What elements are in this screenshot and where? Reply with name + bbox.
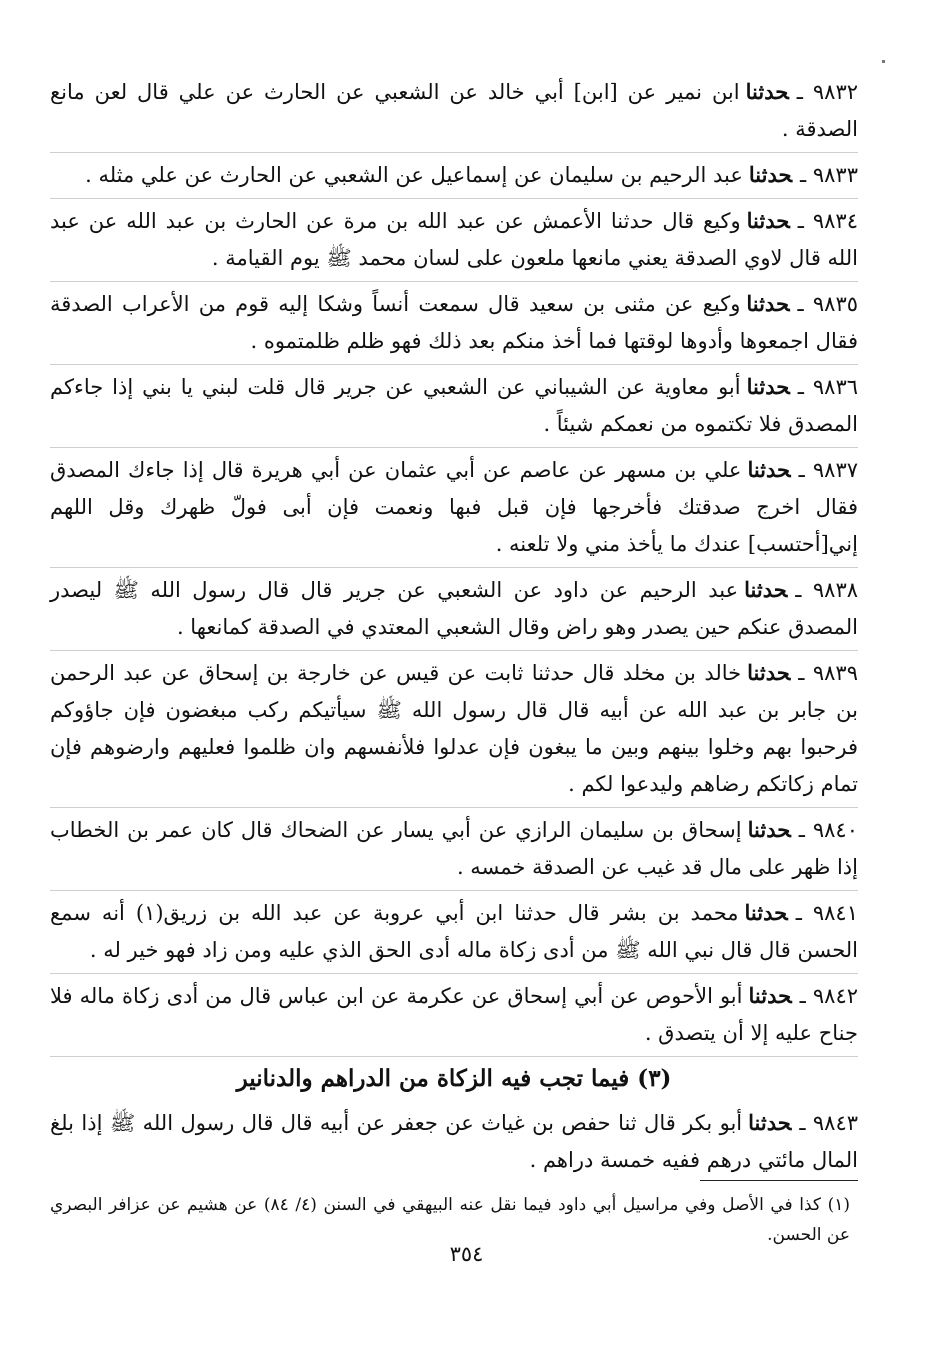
section-title: (٣) فيما تجب فيه الزكاة من الدراهم والدنانير <box>236 1065 672 1092</box>
hadith-9838 <box>50 568 858 651</box>
hadith-number: ٩٨٤٣ ـ <box>799 1111 859 1135</box>
hadith-lead: حدثنا <box>748 1110 792 1135</box>
hadith-lead: حدثنا <box>744 900 788 925</box>
hadith-lead: حدثنا <box>744 577 788 602</box>
hadith-number: ٩٨٣٢ ـ <box>796 80 859 104</box>
hadith-text: وكيع عن مثنى بن سعيد قال سمعت أنساً وشكا إليه قوم من الأعراب الصدقة فقال اجمعوها وأدوها لوقتها فما أخذ منكم بعد ذلك فهو ظلم ظلمتموه . <box>50 292 858 353</box>
hadith-number: ٩٨٤٢ ـ <box>799 984 859 1008</box>
hadith-number: ٩٨٣٩ ـ <box>798 661 858 685</box>
hadith-9837 <box>50 448 858 568</box>
hadith-text: إسحاق بن سليمان الرازي عن أبي يسار عن الضحاك قال كان عمر بن الخطاب إذا ظهر على مال قد غيب عن الصدقة خمسه . <box>50 818 858 879</box>
hadith-lead: حدثنا <box>745 79 789 104</box>
hadith-text: عبد الرحيم بن سليمان عن إسماعيل عن الشعبي عن الحارث عن علي مثله . <box>85 163 743 187</box>
hadith-lead: حدثنا <box>747 660 791 685</box>
hadith-number: ٩٨٣٥ ـ <box>797 292 859 316</box>
hadith-9840 <box>50 808 858 891</box>
hadith-9835 <box>50 282 858 365</box>
footnote-rule <box>700 1180 858 1181</box>
hadith-number: ٩٨٣٤ ـ <box>797 209 858 233</box>
hadith-lead: حدثنا <box>747 817 791 842</box>
footnote: (١) كذا في الأصل وفي مراسيل أبي داود فيما نقل عنه البيهقي في السنن (٤/ ٨٤) عن هشيم عن عزافر البصري عن الحسن. <box>50 1195 851 1245</box>
hadith-text: وكيع قال حدثنا الأعمش عن عبد الله بن مرة عن الحارث بن عبد الله عن عبد الله قال لاوي الصدقة يعني مانعها ملعون على لسان محمد ﷺ يوم القيامة . <box>50 209 858 270</box>
hadith-number: ٩٨٣٨ ـ <box>795 578 859 602</box>
hadith-9833 <box>50 153 858 199</box>
hadith-lead: حدثنا <box>746 208 790 233</box>
hadith-text: أبو بكر قال ثنا حفص بن غياث عن جعفر عن أبيه قال قال رسول الله ﷺ إذا بلغ المال مائتي درهم ففيه خمسة دراهم . <box>50 1111 858 1172</box>
hadith-text: عبد الرحيم عن داود عن الشعبي عن جرير قال قال رسول الله ﷺ ليصدر المصدق عنكم حين يصدر وهو راض وقال الشعبي المعتدي في الصدقة كمانعها . <box>50 578 858 639</box>
hadith-text: أبو معاوية عن الشيباني عن الشعبي عن جرير قال قلت لبني يا بني إذا جاءكم المصدق فلا تكتموه من نعمكم شيئاً . <box>50 375 858 436</box>
hadith-lead: حدثنا <box>746 374 790 399</box>
hadith-text: ابن نمير عن [ابن] أبي خالد عن الشعبي عن الحارث عن علي قال لعن مانع الصدقة . <box>50 80 858 141</box>
scan-mark <box>882 60 885 63</box>
hadith-9836 <box>50 365 858 448</box>
hadith-lead: حدثنا <box>747 457 791 482</box>
hadith-text: محمد بن بشر قال حدثنا ابن أبي عروبة عن عبد الله بن زريق(١) أنه سمع الحسن قال قال نبي الله ﷺ من أدى زكاة ماله أدى الحق الذي عليه ومن زاد فهو خير له . <box>50 901 858 962</box>
hadith-9834 <box>50 199 858 282</box>
hadith-lead: حدثنا <box>748 983 792 1008</box>
hadith-9839 <box>50 651 858 808</box>
hadith-text: علي بن مسهر عن عاصم عن أبي عثمان عن أبي هريرة قال إذا جاءك المصدق فقال اخرج صدقتك فأخرجها فإن قبل فبها ونعمت فإن أبى فولّ ظهرك وقل اللهم إني[أحتسب] عندك ما يأخذ مني ولا تلعنه . <box>50 458 858 556</box>
hadith-text: أبو الأحوص عن أبي إسحاق عن عكرمة عن ابن عباس قال من أدى زكاة ماله فلا جناح عليه إلا أن يتصدق . <box>50 984 858 1045</box>
hadith-lead: حدثنا <box>746 291 790 316</box>
hadith-number: ٩٨٤١ ـ <box>795 901 858 925</box>
hadith-number: ٩٨٤٠ ـ <box>798 818 858 842</box>
hadith-number: ٩٨٣٧ ـ <box>798 458 859 482</box>
hadith-number: ٩٨٣٦ ـ <box>797 375 859 399</box>
hadith-9843 <box>50 1101 858 1183</box>
hadith-lead: حدثنا <box>748 162 793 187</box>
hadith-text: خالد بن مخلد قال حدثنا ثابت عن قيس عن خارجة بن إسحاق عن عبد الرحمن بن جابر بن عبد الله عن أبيه قال قال رسول الله ﷺ سيأتيكم ركب مبغضون فإن جاؤوكم فرحبوا بهم وخلوا بينهم وبين ما يبغون فإن عدلوا فلأنفسهم وان ظلموا فعليهم وارضوهم فإن تمام زكاتكم رضاهم وليدعوا لكم . <box>50 661 858 796</box>
hadith-9841 <box>50 891 858 974</box>
page-body <box>50 70 858 1183</box>
hadith-9832 <box>50 70 858 153</box>
hadith-9842 <box>50 974 858 1057</box>
page-number: ٣٥٤ <box>449 1242 484 1266</box>
hadith-number: ٩٨٣٣ ـ <box>800 163 858 187</box>
